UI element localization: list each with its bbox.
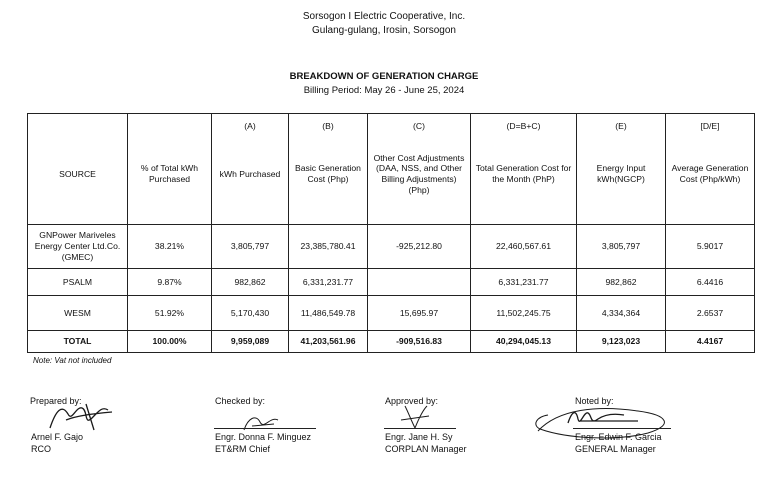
column-header: (B) Basic Generation Cost (Php)	[289, 114, 368, 225]
table-cell: 982,862	[212, 269, 289, 296]
table-cell: 51.92%	[128, 296, 212, 331]
signatory-name: Engr. Jane H. Sy	[385, 432, 453, 442]
table-cell: 6,331,231.77	[289, 269, 368, 296]
column-header: (C) Other Cost Adjustments (DAA, NSS, and Other Billing Adjustments) (Php)	[368, 114, 471, 225]
table-cell: TOTAL	[28, 331, 128, 353]
signatory-role: Noted by:	[575, 396, 614, 406]
table-row	[28, 269, 755, 296]
signatory-position: ET&RM Chief	[215, 444, 271, 455]
generation-charge-table	[27, 113, 755, 353]
table-cell: 15,695.97	[368, 296, 471, 331]
signatory-name: Engr. Donna F. Minguez	[215, 432, 312, 442]
table-total-row	[28, 331, 755, 353]
table-cell: WESM	[28, 296, 128, 331]
column-header: SOURCE	[28, 114, 128, 225]
table-header-row	[28, 114, 755, 225]
signatory-checked-name-block	[215, 431, 311, 455]
vat-note: Note: Vat not included	[33, 356, 112, 365]
table-cell: 982,862	[577, 269, 666, 296]
table-cell	[368, 269, 471, 296]
signature-line	[384, 428, 456, 429]
column-header: [D/E] Average Generation Cost (Php/kWh)	[666, 114, 755, 225]
signatory-prepared-name-block	[31, 431, 83, 455]
table-cell: 38.21%	[128, 225, 212, 269]
table-cell: 11,486,549.78	[289, 296, 368, 331]
signatory-position: CORPLAN Manager	[385, 444, 467, 455]
table-cell: 100.00%	[128, 331, 212, 353]
table-cell: 40,294,045.13	[471, 331, 577, 353]
table-cell: 2.6537	[666, 296, 755, 331]
table-cell: 5,170,430	[212, 296, 289, 331]
document-title: BREAKDOWN OF GENERATION CHARGE	[289, 71, 479, 82]
table-cell: GNPower Mariveles Energy Center Ltd.Co. (GMEC)	[28, 225, 128, 269]
column-header: % of Total kWh Purchased	[128, 114, 212, 225]
table-cell: 23,385,780.41	[289, 225, 368, 269]
signature-line	[214, 428, 316, 429]
billing-period: Billing Period: May 26 - June 25, 2024	[303, 85, 465, 96]
org-address: Gulang-gulang, Irosin, Sorsogon	[312, 25, 456, 36]
table-cell: -925,212.80	[368, 225, 471, 269]
table-row	[28, 296, 755, 331]
table-cell: 6,331,231.77	[471, 269, 577, 296]
table-cell: 9,959,089	[212, 331, 289, 353]
table-cell: 22,460,567.61	[471, 225, 577, 269]
signatory-role: Prepared by:	[30, 396, 82, 406]
org-name: Sorsogon I Electric Cooperative, Inc.	[302, 11, 466, 22]
signatory-position: GENERAL Manager	[575, 444, 656, 455]
table-cell: 9,123,023	[577, 331, 666, 353]
signatory-checked	[215, 395, 265, 407]
signatory-name: Engr. Edwin F. Garcia	[575, 432, 662, 442]
table-cell: 4.4167	[666, 331, 755, 353]
signatory-approved-name-block	[385, 431, 467, 455]
column-header: (A) kWh Purchased	[212, 114, 289, 225]
table-cell: 9.87%	[128, 269, 212, 296]
signature-line	[573, 428, 671, 429]
signatory-noted-name-block	[575, 431, 662, 455]
column-header: (E) Energy Input kWh(NGCP)	[577, 114, 666, 225]
signature-prepared	[46, 400, 116, 434]
table-cell: 41,203,561.96	[289, 331, 368, 353]
signatory-position: RCO	[31, 444, 51, 455]
signatory-role: Approved by:	[385, 396, 439, 406]
table-cell: 4,334,364	[577, 296, 666, 331]
table-cell: 3,805,797	[212, 225, 289, 269]
table-cell: 6.4416	[666, 269, 755, 296]
table-row	[28, 225, 755, 269]
table-cell: 11,502,245.75	[471, 296, 577, 331]
table-cell: 3,805,797	[577, 225, 666, 269]
table-cell: PSALM	[28, 269, 128, 296]
table-cell: -909,516.83	[368, 331, 471, 353]
column-header: (D=B+C) Total Generation Cost for the Month (PhP)	[471, 114, 577, 225]
signatory-name: Arnel F. Gajo	[31, 432, 84, 442]
signatory-role: Checked by:	[215, 396, 266, 406]
table-cell: 5.9017	[666, 225, 755, 269]
